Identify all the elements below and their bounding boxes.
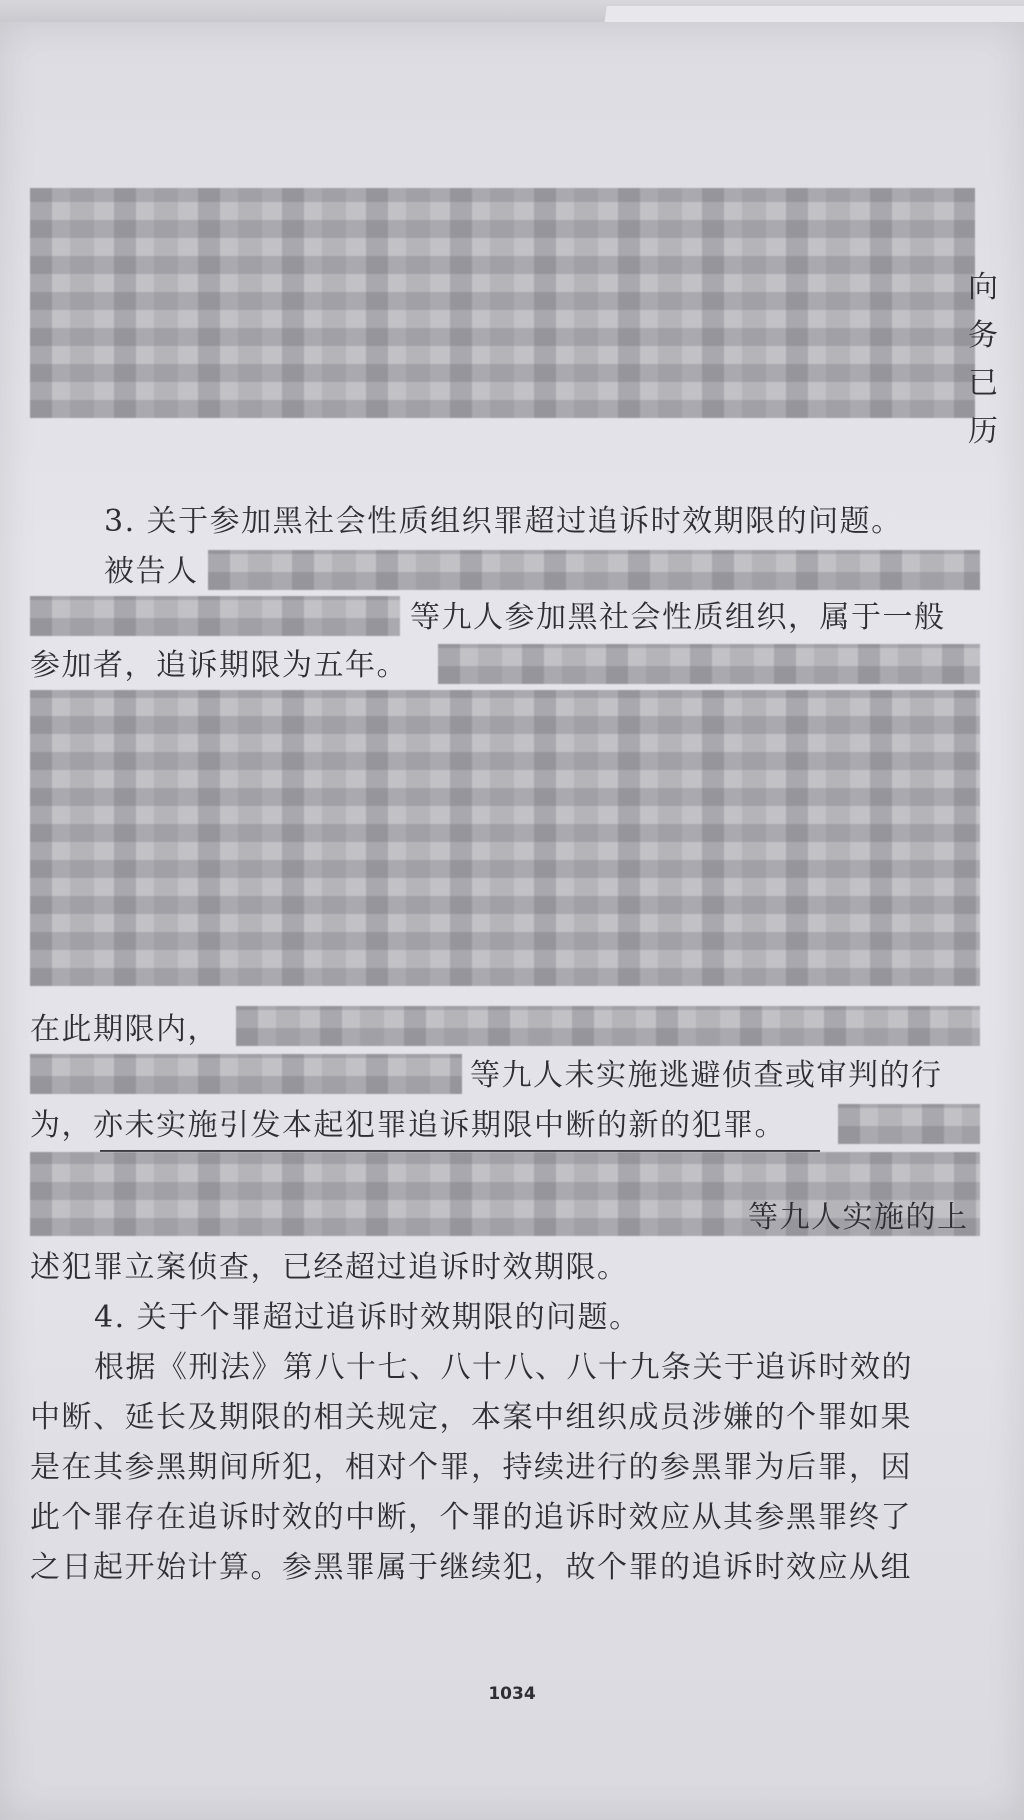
partial-edge-char: 务 — [968, 318, 1000, 353]
partial-edge-char: 已 — [968, 366, 1000, 401]
redacted-block — [30, 188, 975, 418]
redacted-block — [30, 1054, 462, 1094]
page-number: 1034 — [488, 1684, 536, 1704]
redacted-block — [236, 1006, 980, 1046]
redacted-block — [208, 550, 980, 590]
redacted-block — [30, 690, 980, 986]
text-line: 等九人未实施逃避侦查或审判的行 — [470, 1058, 943, 1093]
text-line: 是在其参黑期间所犯，相对个罪，持续进行的参黑罪为后罪，因 — [30, 1450, 912, 1485]
partial-edge-char: 向 — [968, 270, 1000, 305]
text-line: 述犯罪立案侦查，已经超过追诉时效期限。 — [30, 1250, 629, 1285]
text-line: 此个罪存在追诉时效的中断，个罪的追诉时效应从其参黑罪终了 — [30, 1500, 912, 1535]
text-line: 等九人参加黑社会性质组织，属于一般 — [410, 600, 946, 635]
document-page — [0, 22, 1024, 1820]
text-line: 参加者，追诉期限为五年。 — [30, 648, 408, 683]
text-line: 被告人 — [104, 554, 199, 589]
text-line: 根据《刑法》第八十七、八十八、八十九条关于追诉时效的 — [94, 1350, 913, 1385]
redacted-block — [438, 644, 980, 684]
redacted-block — [30, 596, 400, 636]
text-line: 在此期限内， — [30, 1012, 219, 1047]
text-line: 之日起开始计算。参黑罪属于继续犯，故个罪的追诉时效应从组 — [30, 1550, 912, 1585]
heading-section-3: 3. 关于参加黑社会性质组织罪超过追诉时效期限的问题。 — [104, 504, 903, 539]
heading-section-4: 4. 关于个罪超过追诉时效期限的问题。 — [94, 1300, 641, 1335]
text-line: 中断、延长及期限的相关规定，本案中组织成员涉嫌的个罪如果 — [30, 1400, 912, 1435]
text-line: 等九人实施的上 — [748, 1200, 969, 1235]
partial-edge-char: 历 — [968, 414, 1000, 449]
text-line: 为，亦未实施引发本起犯罪追诉期限中断的新的犯罪。 — [30, 1108, 786, 1143]
redacted-block — [838, 1104, 980, 1144]
